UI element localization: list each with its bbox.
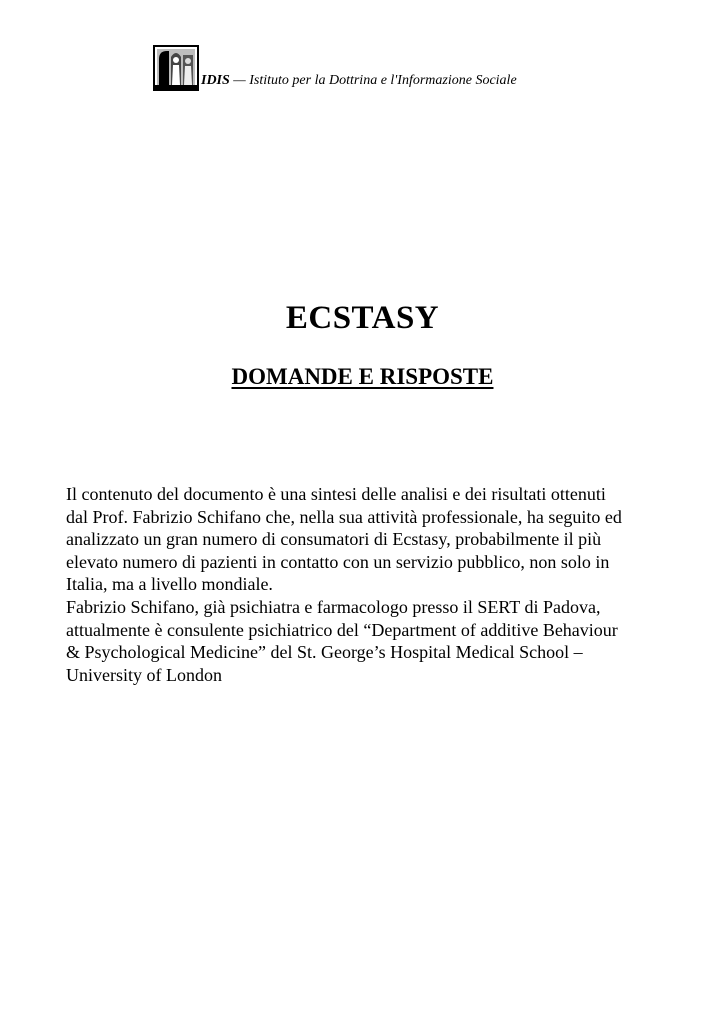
header-dash: — [233,73,246,88]
document-title-text: ECSTASY [285,300,440,336]
institute-logo-icon [153,45,199,91]
document-body [66,483,626,686]
document-subtitle: DOMANDE E RISPOSTE [231,364,494,389]
body-paragraph: Il contenuto del documento è una sintesi delle analisi e dei risultati ottenuti dal Prof. Fabrizio Schifano che, nella sua attività professionale, ha seguito ed analizzato un gran numero di consumatori di Ecstasy, probabilmente il più elevato numero di pazienti in contatto con un servizio pubblico, non solo in Italia, ma a livello mondiale. [66,484,622,595]
document-title [0,298,725,338]
institute-name: Istituto per la Dottrina e l'Informazione Sociale [249,73,517,88]
page-header [153,43,517,91]
institute-abbreviation: IDIS [201,73,230,88]
body-paragraph: Fabrizio Schifano, già psichiatra e farmacologo presso il SERT di Padova, attualmente è consulente psichiatrico del “Department of additive Behaviour & Psychological Medicine” del St. George’s Hospital Medical School – University of London [66,596,618,685]
institute-header-text [201,73,517,91]
